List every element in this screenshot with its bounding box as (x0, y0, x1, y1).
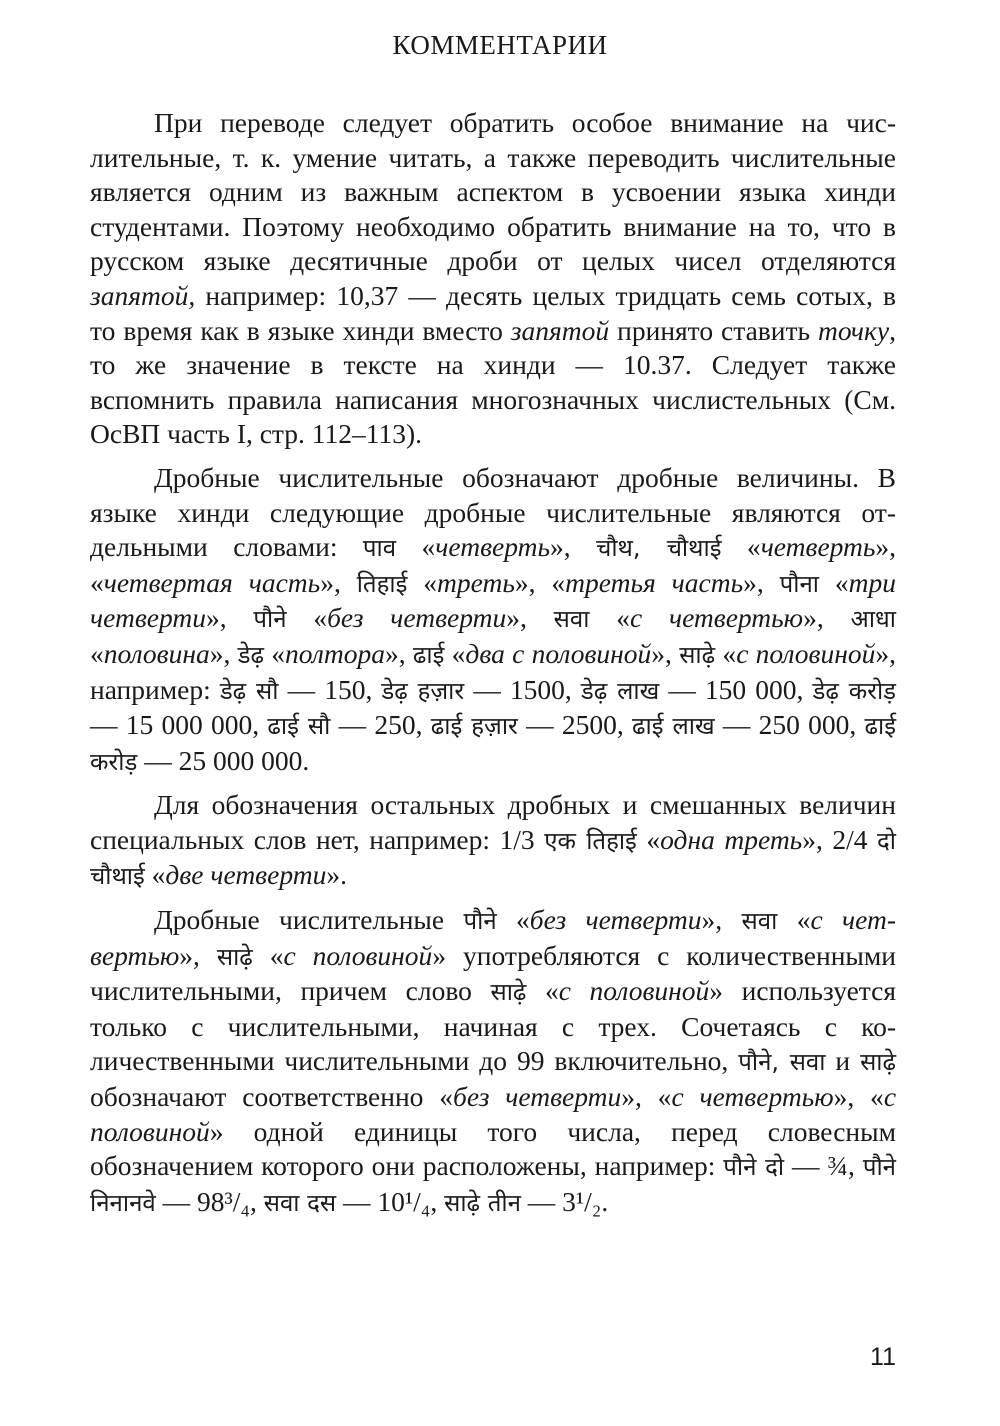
text-run: — 250 000, (714, 709, 865, 741)
italic-gloss: с половиной (90, 1081, 897, 1147)
text-run: », (550, 531, 597, 563)
text-run: « (264, 637, 286, 669)
hindi-term: पौने (253, 605, 287, 634)
hindi-term: चौथ, चौथाई (596, 534, 722, 563)
text-run: », « (833, 1081, 884, 1113)
hindi-term: डेढ़ करोड़ (812, 676, 897, 705)
italic-gloss: без четверти (327, 602, 507, 634)
body-text (90, 106, 896, 1220)
hindi-term: ढाई लाख (632, 712, 715, 741)
hindi-term: साढ़े (216, 942, 253, 971)
text-run: », (179, 939, 217, 971)
text-run: — 2500, (517, 709, 632, 741)
italic-gloss: полтора (285, 637, 385, 669)
hindi-term: पौना (779, 569, 820, 598)
hindi-term: डेढ़ हज़ार (381, 676, 465, 705)
italic-gloss: половина (103, 637, 210, 669)
italic-gloss: треть (437, 566, 515, 598)
text-run: « (444, 637, 466, 669)
text-run: « (721, 531, 761, 563)
text-run: Дробные числительные (154, 904, 464, 936)
hindi-term: सवा दस (263, 1188, 337, 1217)
text-run: « (396, 531, 436, 563)
text-run: « (589, 602, 630, 634)
italic-gloss: с половиной (283, 939, 433, 971)
text-run: », (701, 904, 742, 936)
text-run: — 3¹/₂. (520, 1185, 609, 1217)
text-run: Для обозначения остальных дробных и смешанных величин специальных слов нет, например: 1/3 (90, 789, 896, 855)
italic-gloss: без четверти (453, 1081, 622, 1113)
italic-gloss: четверть (435, 531, 551, 563)
text-run: « (286, 602, 328, 634)
text-run: « (715, 637, 737, 669)
text-run: » одной единицы того числа, перед словесным обозначением которого они расположены, например: (90, 1115, 896, 1182)
text-run: » используется только с числительными, начиная с трех. Сочетаясь с количественными числительными до 99 включительно, (90, 975, 896, 1077)
hindi-term: पौने (463, 907, 497, 936)
italic-gloss: третья часть (565, 566, 744, 598)
text-run: », « (514, 566, 566, 598)
text-run: « (496, 904, 530, 936)
hindi-term: डेढ़ (237, 640, 264, 669)
text-run: — 98³/₄, (155, 1185, 264, 1217)
italic-gloss: четвертая часть (103, 566, 321, 598)
text-run: , то же значение в тексте на хинди — 10.37. Следует также вспомнить правила написания многозначных числистельных (См. ОсВП часть I, стр. 112–113). (90, 314, 896, 450)
hindi-term: सवा (553, 605, 590, 634)
text-run: », « (90, 531, 897, 598)
hindi-term: साढ़े (679, 640, 716, 669)
italic-gloss: с четвертью (671, 1081, 834, 1113)
hindi-term: डेढ़ लाख (580, 676, 660, 705)
text-run: » употребляются с количественными числительными, причем слово (90, 939, 897, 1007)
text-run: », (743, 566, 780, 598)
text-run: « (144, 859, 166, 891)
page-number: 11 (870, 1343, 896, 1371)
text-run: « (777, 904, 811, 936)
hindi-term: आधा (850, 605, 896, 634)
italic-gloss: без четверти (529, 904, 702, 936)
hindi-term: ढाई (412, 640, 445, 669)
hindi-term: डेढ़ सौ (219, 676, 279, 705)
italic-gloss: четверть (760, 531, 876, 563)
text-run: — 25 000 000. (137, 744, 310, 776)
hindi-term: तिहाई (356, 569, 408, 598)
text-run: — 1500, (464, 673, 581, 705)
paragraph-decimal-note (90, 106, 896, 452)
text-run: « (90, 637, 104, 669)
hindi-term: ढाई हज़ार (430, 712, 518, 741)
italic-gloss: две четверти (165, 859, 327, 891)
italic-gloss: три четверти (90, 566, 897, 634)
text-run: При переводе следует обратить особое внимание на числительные, т. к. умение читать, а также переводить числительные является одним из важным аспектом в усвоении языка хинди студентами. Поэтому необходимо обратить внимание на то, что в русском языке десятичные дроби от целых чисел отделяются (90, 107, 896, 277)
italic-gloss: с половиной (736, 637, 876, 669)
text-run: », (384, 637, 413, 669)
hindi-term: पौने, सवा (738, 1048, 826, 1077)
text-run: — 150, (278, 673, 382, 705)
text-run: », (803, 602, 851, 634)
italic-gloss: с четвертью (90, 904, 897, 971)
page-title: КОММЕНТАРИИ (392, 30, 608, 60)
text-run: например: 10,37 — десять целых тридцать семь сотых, в то время как в языке хинди вместо (90, 279, 896, 346)
text-run: », 2/4 (802, 823, 878, 855)
text-run: « (636, 823, 661, 855)
italic-gloss: два с половиной (465, 637, 652, 669)
italic-gloss: с половиной (558, 975, 710, 1007)
text-run: Дробные числительные обозначают дробные величины. В языке хинди следующие дробные числительные являются отдельными словами: (90, 461, 896, 563)
text-run: — 150 000, (659, 673, 813, 705)
text-run: », (506, 602, 554, 634)
text-run: », например: (90, 637, 897, 705)
hindi-term: एक तिहाई (544, 826, 637, 855)
hindi-term: ढाई करोड़ (90, 712, 897, 776)
text-run: « (526, 975, 559, 1007)
text-run: — 250, (330, 709, 431, 741)
text-run: и (825, 1045, 861, 1077)
paragraph-usage (90, 903, 896, 1220)
italic-gloss: запятой (510, 314, 610, 346)
hindi-term: पौने निनानवे (90, 1153, 896, 1217)
hindi-term: साढ़े (490, 978, 527, 1007)
hindi-term: दो चौथाई (90, 826, 897, 891)
italic-gloss: точку (818, 314, 890, 346)
text-run: », (205, 602, 254, 634)
hindi-term: पाव (362, 534, 397, 563)
text-run: « (819, 566, 849, 598)
text-run: », (651, 637, 680, 669)
paragraph-fractional-words (90, 461, 896, 779)
hindi-term: साढ़े तीन (444, 1188, 521, 1217)
hindi-term: सवा (741, 907, 778, 936)
italic-gloss: с четвертью (629, 602, 804, 634)
text-run: « (252, 939, 284, 971)
italic-gloss: запятой, (90, 279, 196, 311)
text-run: », (320, 566, 357, 598)
hindi-term: पौने दो (723, 1153, 785, 1182)
text-run: ». (326, 859, 347, 891)
text-run: », « (621, 1081, 672, 1113)
italic-gloss: одна треть (660, 823, 803, 855)
hindi-term: ढाई सौ (267, 712, 331, 741)
text-run: — ¾, (784, 1150, 863, 1182)
text-run: « (407, 566, 438, 598)
text-run: — 15 000 000, (90, 709, 268, 741)
paragraph-other-fractions (90, 788, 896, 894)
text-run: », (209, 637, 238, 669)
text-run: обозначают соответственно « (90, 1081, 454, 1113)
text-run: принято ставить (609, 314, 819, 346)
hindi-term: साढ़े (860, 1048, 897, 1077)
text-run: — 10¹/₄, (336, 1185, 445, 1217)
